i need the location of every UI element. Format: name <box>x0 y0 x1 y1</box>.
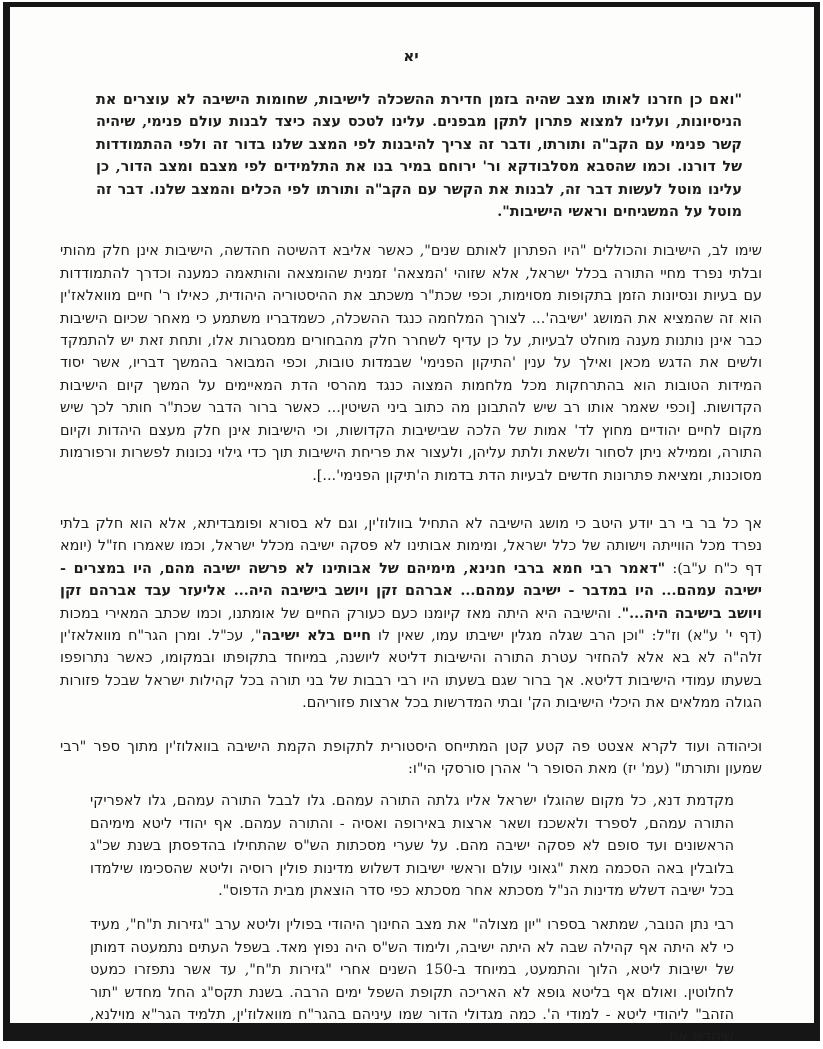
text-run: . והישיבה היא היתה מאז קיומנו כעם כעורק החיים של אומתנו, וכמו שכתב המאירי במכות (דף י' ע"א) וז"ל: "וכן הרב שגלה מגלין ישיבתו עמו, שאין לו <box>60 605 762 644</box>
text-run: מקדמת דנא, כל מקום שהוגלו ישראל אליו גלתה התורה עמהם. גלו לבבל התורה עמהם, גלו לאפריקי התורה עמהם, לספרד ולאשכנז ושאר ארצות באירופה ואסיה - והתורה עמהם. אף יהודי ליטא מימיהם הראשונים ועד סופם לא פסקה ישיבה מהם. על שערי מסכתות הש"ס שהתחילו בהדפסתן בשנת שכ"ג בלובלין באה הסכמה מאת "גאוני עולם וראשי ישיבות דשלוש מדינות פולין רוסיה וליטא שהסכימו שילמדו בכל ישיבה דשלש מדינות הנ"ל מסכתא אחר מסכתא כפי סדר הוצאתן מבית הדפוס". <box>90 793 734 899</box>
text-body <box>60 89 762 1049</box>
text-run: ", עכ"ל. ומרן הגר"ח מוואלאז'ין זלה"ה לא בא אלא להחזיר עטרת התורה והישיבות דליטא ליושנה, במיוחד בתקופתו ובמקומו, כאשר נתרופפו בשעתו עמודי הישיבות דליטא. אך ברור שגם בשעתו היו רבי רבבות של בני תורה בכל קהילות ישראל שבכל פזורות הגולה ממלאים את היכלי הישיבות הק' ובתי המדרשות בכל ארצות פזוריהם. <box>60 627 762 712</box>
bold-text-run: חיים בלא ישיבה <box>261 626 371 644</box>
paragraph-opening <box>96 89 742 223</box>
text-run: אך כל בר בי רב יודע היטב כי מושג הישיבה לא התחיל בוולוז'ין, וגם לא בסורא ופומבדיתא, אלא הוא חלק בלתי נפרד מכל הווייתה וישותה של כלל ישראל, ומימות אבותינו לא פסקה ישיבה מכלל ישראל, וכמו שאמרו חז"ל (יומא דף כ"ח ע"ב): <box>60 515 763 577</box>
page-number: יא <box>403 47 419 65</box>
paragraph-intro <box>60 736 762 781</box>
text-run: וכיהודה ועוד לקרא אצטט פה קטע קטן המתייחס היסטורית לתקופת הקמת הישיבה בוואלוז'ין מתוך ספר "רבי שמעון ותורתו" (עמ' יז) מאת הסופר ר' אהרן סורסקי הי"ו: <box>60 738 762 777</box>
text-run: רבי נתן הנובר, שמתאר בספרו "יון מצולה" את מצב החינוך היהודי בפולין וליטא ערב "גזירות ת"ח", מעיד כי לא היתה אף קהילה שבה לא היתה ישיבה, ולימוד הש"ס היה נפוץ מאד. בשפל העתים נתמעטה דמותן של ישיבות ליטא, הלוך והתמעט, במיוחד ב-150 השנים אחרי "גזירות ת"ח", עד אשר נתפזרו כמעט לחלוטין. ואולם אף בליטא גופא לא האריכה תקופת השפל ימים הרבה. בשנת תקס"ג החל מחדש "תור הזהב" ליהודי ליטא - למודי ה'. כמה מגדולי הדור שמו עיניהם בהגר"ח מוואלוז'ין, תלמיד הגר"א מוילנא, שיחדש את <box>90 917 734 1046</box>
paragraph-quote <box>90 914 734 1048</box>
paragraph-main2 <box>60 240 762 486</box>
paragraph-main3 <box>60 513 762 715</box>
bold-text-run: "דאמר רבי חמא ברבי חנינא, מימיהם של אבותינו לא פרשה ישיבה מהם, היו במצרים - ישיבה עמהם... היו במדבר - ישיבה עמהם... אברהם זקן ויושב בישיבה היה... אליעזר עבד אברהם זקן ויושב בישיבה היה..." <box>60 559 762 622</box>
document-page <box>3 2 820 1046</box>
text-run: שימו לב, הישיבות והכוללים "היו הפתרון לאותם שנים", כאשר אליבא דהשיטה חהדשה, הישיבות אינן חלק מהותי ובלתי נפרד מחיי התורה בכלל ישראל, אלא שזוהי 'המצאה' זמנית שהומצאה והותאמה כמענה וכדרך להתמודדות עם בעיות ונסיונות הזמן בתקופות מסוימות, וכפי שכת"ר משכתב את ההיסטוריה היהודית, כאילו ר' חיים מוואלאז'ין הוא זה שהמציא את המושג 'ישיבה'... לצורך המלחמה כנגד ההשכלה, כשמדבריו משתמע כי מאחר שכיום הישיבות כבר אינן נותנות מענה מוחלט לבעיות, על כן עדיף לשחרר חלק מהבחורים ממסגרות אלו, ותחת זאת יש להתמקד ולשים את הדגש מכאן ואילך על ענין 'התיקון הפנימי' שבמדות טובות, וכפי המבואר בהמשך דבריו, אשר יסוד המידות הטובות הוא בהתרחקות מכל מלחמות המצוה כנגד מהרסי הדת המאיימים על המשך קיום הישיבות הקדושות. [וכפי שאמר אותו רב שיש להתבונן מה כתוב ביני השיטין... כאשר ברור הדבר שכת"ר חותר לכך שיש מקום לחיים יהודיים מחוץ לד' אמות של הלכה שבישיבות הקדושות, וכי הישיבות אינן חלק מעצם היהדות וקיום התורה, וממילא ניתן לסחור ולשאת ולתת עליהן, ולעצור את פריחת הישיבות תוך כדי גילוי נכונות לפשרות ורפורמות מסוכנות, ומציאת פתרונות חדשים לבעיות הדת בדמות ה'תיקון הפנימי'...]. <box>60 243 762 484</box>
bold-text-run: "ואם כן חזרנו לאותו מצב שהיה בזמן חדירת ההשכלה לישיבות, שחומות הישיבה לא עוצרים את הניסיונות, ועלינו למצוא פתרון לתקן מבפנים. עלינו לטכס עצה כיצד לבנות עולם פנימי, שיהיה קשר פנימי עם הקב"ה ותורתו, ודבר זה צריך להיבנות לפי המצב שלנו בדור זה ולפי ההתמודדות של דורנו. וכמו שהסבא מסלבודקא ור' ירוחם במיר בנו את התלמידים לפי מצבם ומצב הדור, כן עלינו מוטל לעשות דבר זה, לבנות את הקשר עם הקב"ה ותורתו לפי הכלים והמצב שלנו. דבר זה מוטל על המשגיחים וראשי הישיבות". <box>96 91 742 221</box>
paragraph-quote <box>90 790 734 902</box>
